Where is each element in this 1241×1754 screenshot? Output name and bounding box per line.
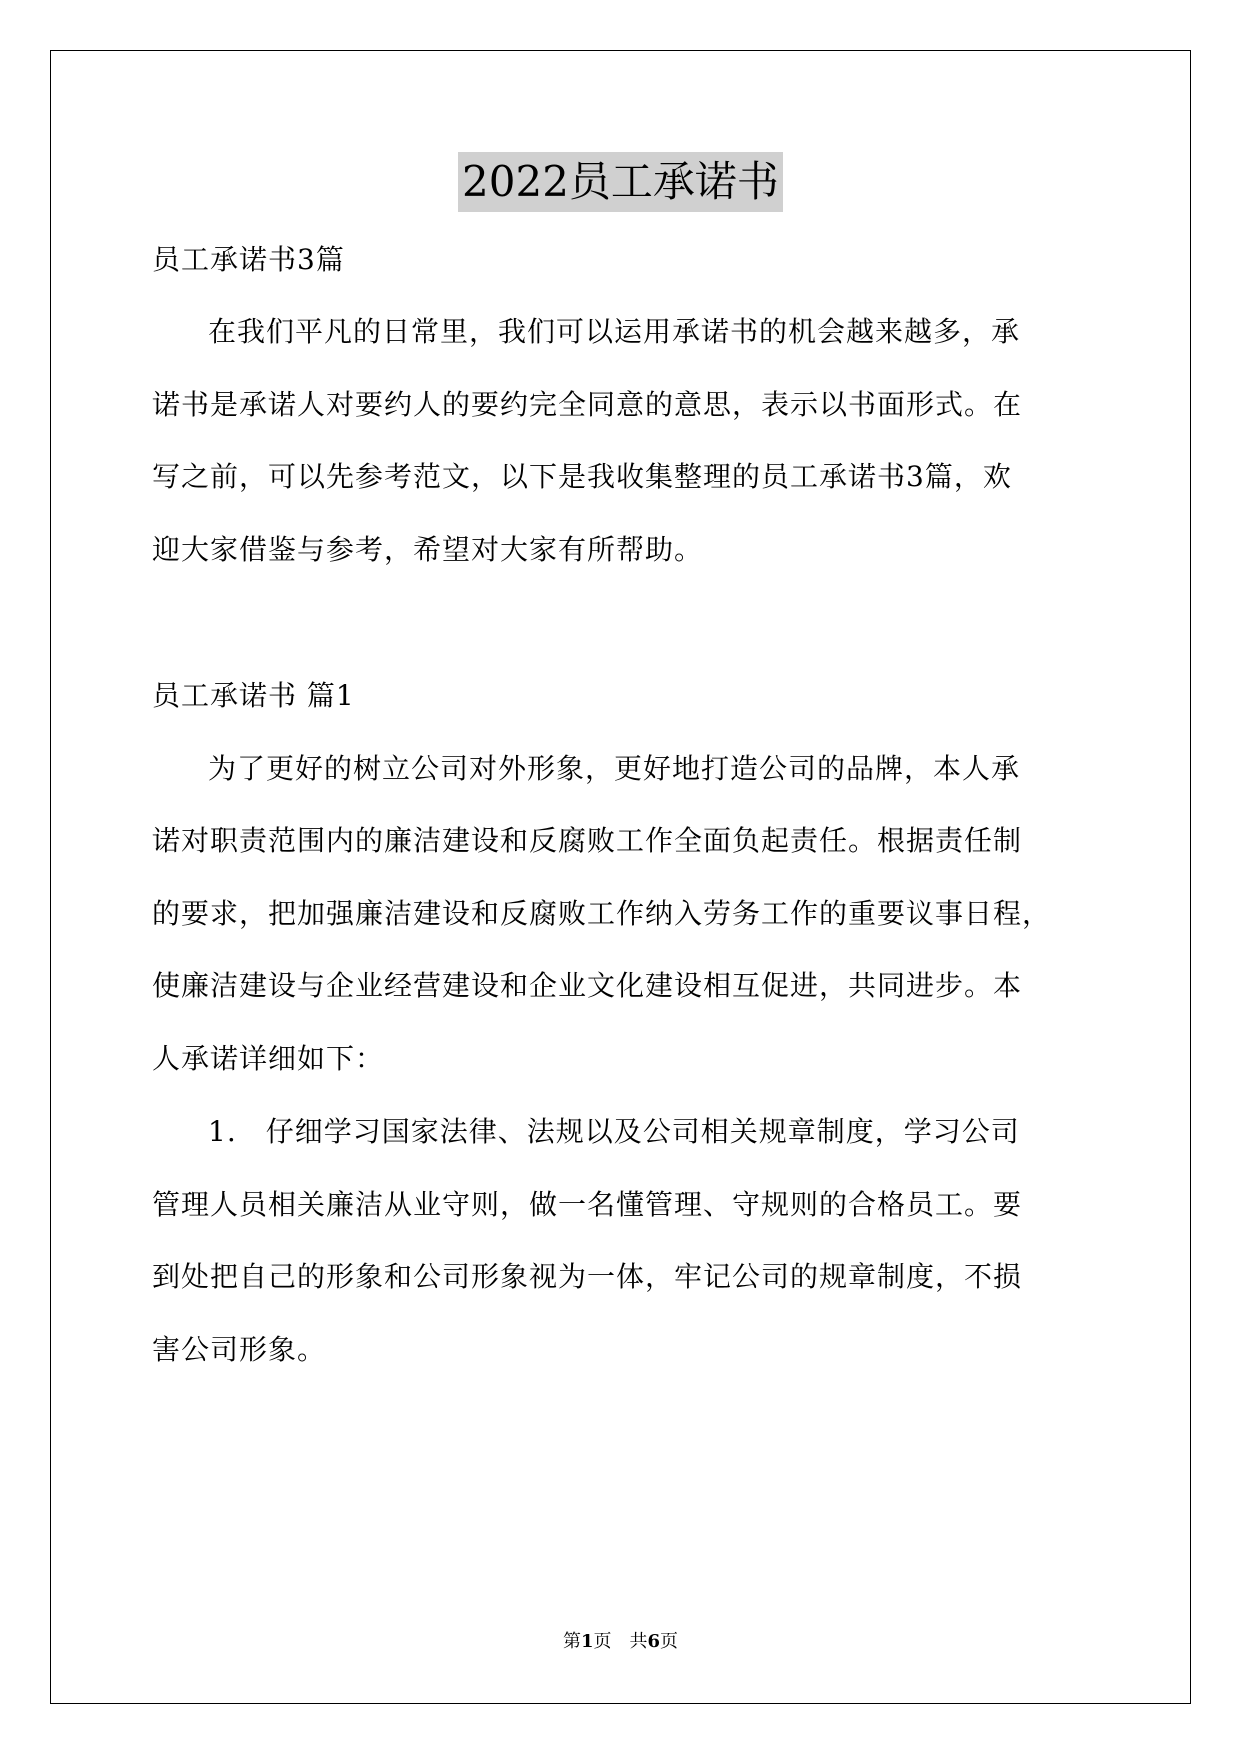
paragraph-line: 的要求，把加强廉洁建设和反腐败工作纳入劳务工作的重要议事日程， [152, 897, 1052, 930]
list-item-line: 管理人员相关廉洁从业守则，做一名懂管理、守规则的合格员工。要 [152, 1188, 1023, 1221]
paragraph-line: 迎大家借鉴与参考，希望对大家有所帮助。 [152, 533, 704, 566]
footer-total-pages: 6 [647, 1631, 661, 1652]
list-item-line: 1. 仔细学习国家法律、法规以及公司相关规章制度，学习公司 [208, 1115, 1020, 1148]
paragraph-line: 在我们平凡的日常里，我们可以运用承诺书的机会越来越多，承 [208, 315, 1021, 348]
footer-page-number: 1 [580, 1631, 594, 1652]
section-heading: 员工承诺书3篇 [152, 243, 345, 276]
page-footer [0, 1627, 1241, 1653]
paragraph-line: 诺书是承诺人对要约人的要约完全同意的意思，表示以书面形式。在 [152, 388, 1023, 421]
page-border [50, 50, 1191, 1704]
title-container [0, 152, 1241, 212]
paragraph-line: 使廉洁建设与企业经营建设和企业文化建设相互促进，共同进步。本 [152, 969, 1023, 1002]
list-item-line: 害公司形象。 [152, 1333, 327, 1366]
list-item-line: 到处把自己的形象和公司形象视为一体，牢记公司的规章制度，不损 [152, 1260, 1023, 1293]
paragraph-line: 诺对职责范围内的廉洁建设和反腐败工作全面负起责任。根据责任制 [152, 824, 1023, 857]
footer-prefix: 第 [562, 1631, 581, 1652]
document-title: 2022员工承诺书 [458, 152, 783, 212]
paragraph-line: 写之前，可以先参考范文，以下是我收集整理的员工承诺书3篇，欢 [152, 460, 1012, 493]
paragraph-line: 为了更好的树立公司对外形象，更好地打造公司的品牌，本人承 [208, 752, 1021, 785]
footer-middle: 页 共 [593, 1631, 648, 1652]
section-heading: 员工承诺书 篇1 [152, 679, 355, 712]
paragraph-line: 人承诺详细如下： [152, 1042, 385, 1075]
footer-suffix: 页 [660, 1631, 679, 1652]
